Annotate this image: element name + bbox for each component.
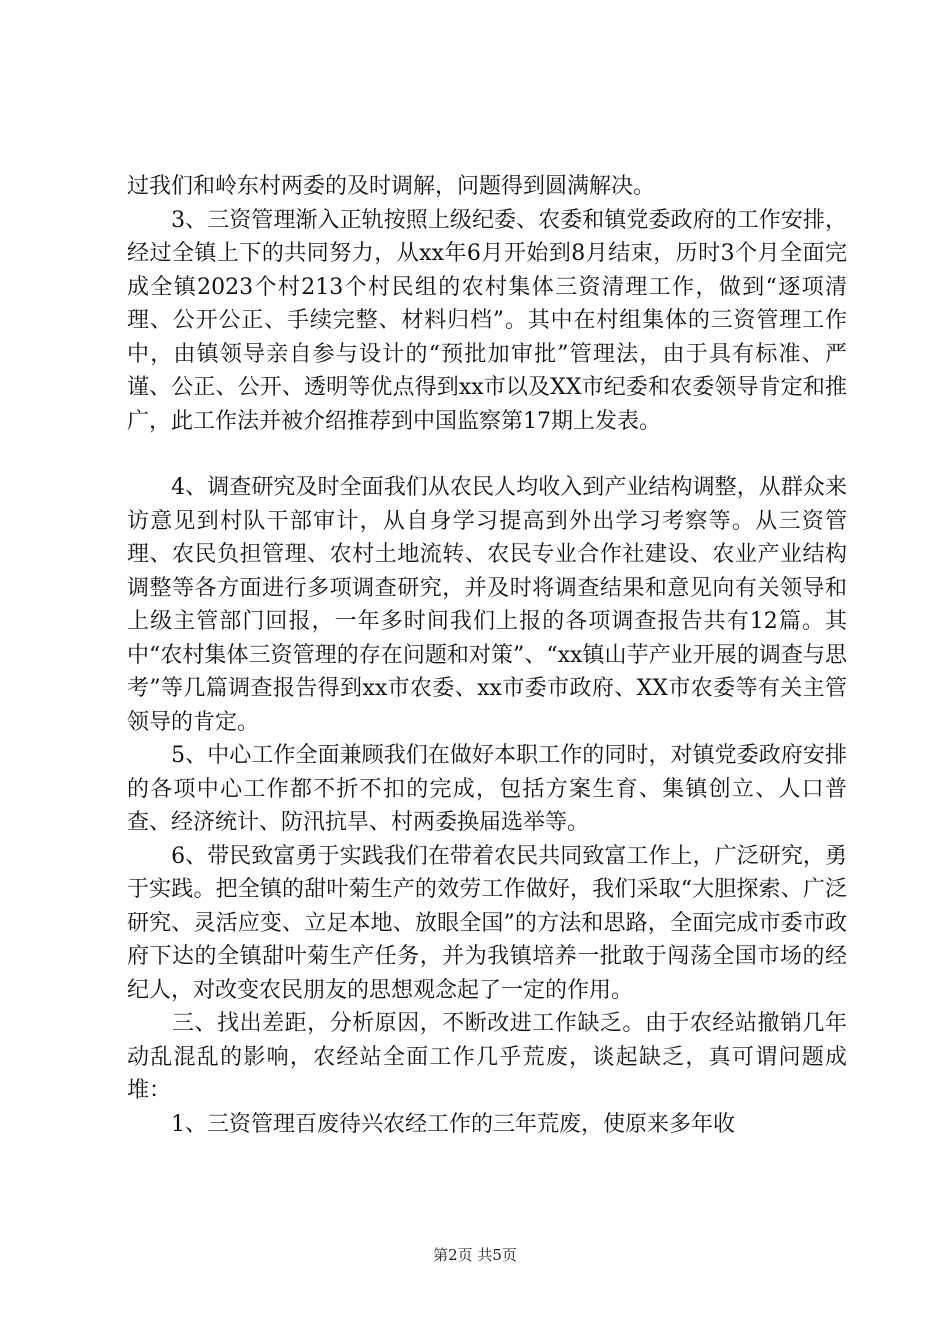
- paragraph-item-6: 6、带民致富勇于实践我们在带着农民共同致富工作上，广泛研究，勇于实践。把全镇的甜叶菊生产的效劳工作做好，我们采取“大胆探索、广泛研究、灵活应变、立足本地、放眼全国”的方法和思路，全面完成市委市政府下达的全镇甜叶菊生产任务，并为我镇培养一批敢于闯荡全国市场的经纪人，对改变农民朋友的思想观念起了一定的作用。: [127, 843, 847, 1003]
- paragraph-section-3: 三、找出差距，分析原因，不断改进工作缺乏。由于农经站撤销几年动乱混乱的影响，农经站全面工作几乎荒废，谈起缺乏，真可谓问题成堆：: [127, 1011, 847, 1103]
- paragraph-item-3: 3、三资管理渐入正轨按照上级纪委、农委和镇党委政府的工作安排，经过全镇上下的共同努力，从xx年6月开始到8月结束，历时3个月全面完成全镇2023个村213个村民组的农村集体三资清理工作，做到“逐项清理、公开公正、手续完整、材料归档”。其中在村组集体的三资管理工作中，由镇领导亲自参与设计的“预批加审批”管理法，由于具有标准、严谨、公正、公开、透明等优点得到xx市以及XX市纪委和农委领导肯定和推广，此工作法并被介绍推荐到中国监察第17期上发表。: [127, 207, 847, 434]
- paragraph-item-4: 4、调查研究及时全面我们从农民人均收入到产业结构调整，从群众来访意见到村队干部审计，从自身学习提高到外出学习考察等。从三资管理、农民负担管理、农村土地流转、农民专业合作社建设、农业产业结构调整等各方面进行多项调查研究，并及时将调查结果和意见向有关领导和上级主管部门回报，一年多时间我们上报的各项调查报告共有12篇。其中“农村集体三资管理的存在问题和对策”、“xx镇山芋产业开展的调查与思考”等几篇调查报告得到xx市农委、xx市委市政府、XX市农委等有关主管领导的肯定。: [127, 475, 847, 735]
- paragraph-continuation: 过我们和岭东村两委的及时调解，问题得到圆满解决。: [127, 174, 656, 199]
- paragraph-subitem-1: 1、三资管理百废待兴农经工作的三年荒废，使原来多年收: [127, 1111, 735, 1137]
- paragraph-item-5: 5、中心工作全面兼顾我们在做好本职工作的同时，对镇党委政府安排的各项中心工作都不折不扣的完成，包括方案生育、集镇创立、人口普查、经济统计、防汛抗旱、村两委换届选举等。: [127, 743, 847, 835]
- page-footer: 第2页 共5页: [433, 1246, 517, 1264]
- document-body: [127, 170, 847, 1141]
- paragraph-spacer: [127, 438, 847, 471]
